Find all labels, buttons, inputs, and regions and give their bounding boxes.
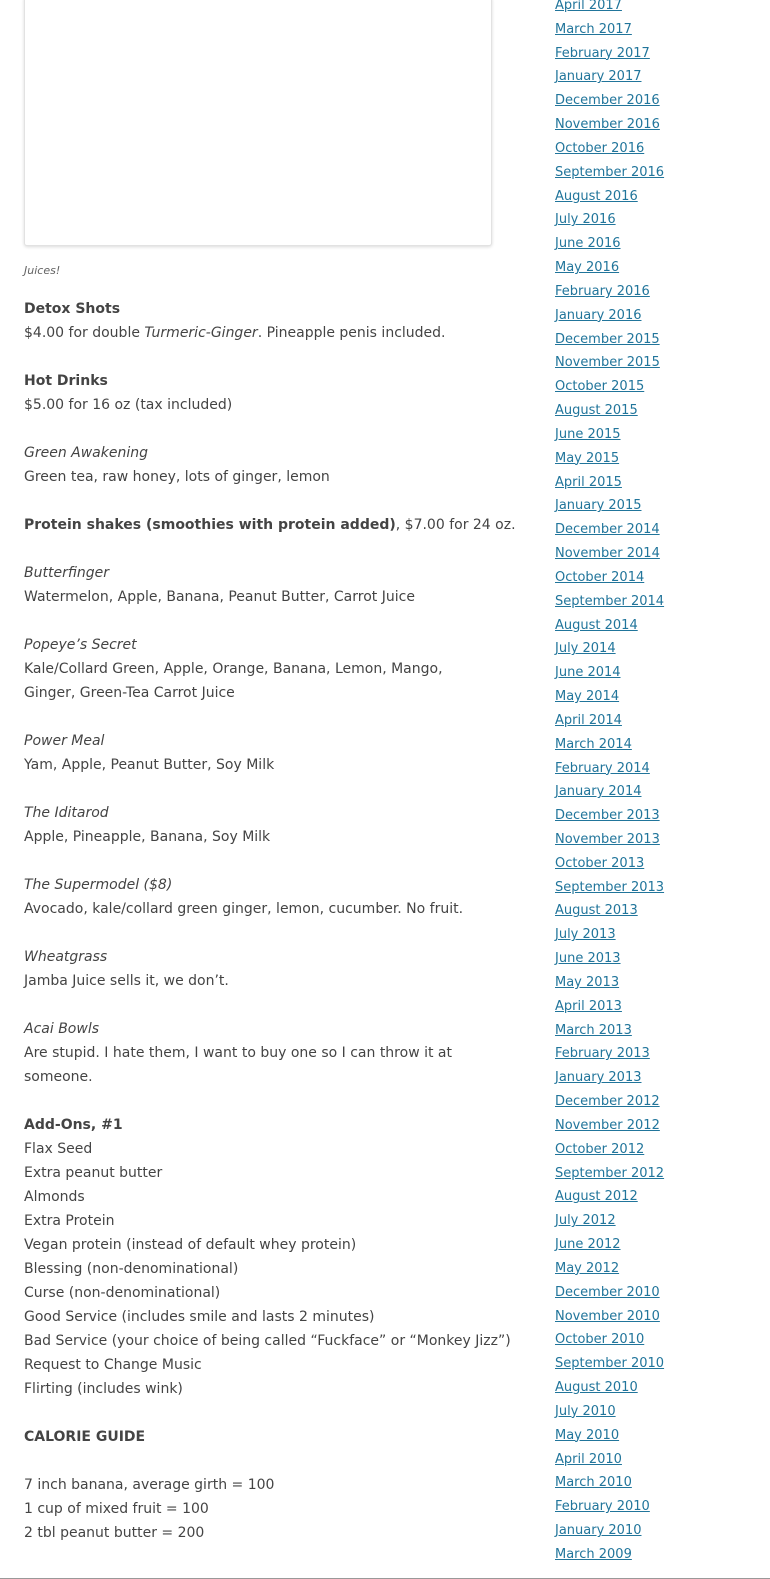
archive-link[interactable]: October 2015 xyxy=(555,379,645,395)
addon-item: Flirting (includes wink) xyxy=(24,1381,183,1397)
item-name: The Iditarod xyxy=(24,805,109,821)
archive-link[interactable]: July 2014 xyxy=(555,641,616,657)
post-content xyxy=(24,297,516,1545)
archive-link[interactable]: April 2010 xyxy=(555,1451,622,1467)
archive-link[interactable]: January 2016 xyxy=(555,307,642,323)
item-desc: Kale/Collard Green, Apple, Orange, Banana, Lemon, Mango, Ginger, Green-Tea Carrot Juice xyxy=(24,661,443,701)
item-desc: Yam, Apple, Peanut Butter, Soy Milk xyxy=(24,757,275,773)
archive-link[interactable]: June 2015 xyxy=(555,426,621,442)
archive-link[interactable]: May 2014 xyxy=(555,689,620,705)
addon-item: Curse (non-denominational) xyxy=(24,1285,221,1301)
archive-link[interactable]: March 2013 xyxy=(555,1022,632,1038)
archive-link[interactable]: February 2014 xyxy=(555,760,650,776)
addon-item: Request to Change Music xyxy=(24,1357,202,1373)
archive-link[interactable]: November 2013 xyxy=(555,831,660,847)
archive-link[interactable]: December 2013 xyxy=(555,808,660,824)
item-name: Green Awakening xyxy=(24,445,149,461)
item-desc: Jamba Juice sells it, we don’t. xyxy=(24,973,229,989)
addon-item: Extra peanut butter xyxy=(24,1165,163,1181)
archive-link[interactable]: December 2016 xyxy=(555,93,660,109)
item-desc: Are stupid. I hate them, I want to buy one so I can throw it at someone. xyxy=(24,1045,452,1085)
item-name: Wheatgrass xyxy=(24,949,108,965)
archive-link[interactable]: April 2013 xyxy=(555,998,622,1014)
archive-link[interactable]: April 2017 xyxy=(555,0,622,13)
addon-item: Almonds xyxy=(24,1189,85,1205)
item-desc: Green tea, raw honey, lots of ginger, lemon xyxy=(24,469,330,485)
archive-link[interactable]: August 2014 xyxy=(555,617,638,633)
archive-link[interactable]: February 2016 xyxy=(555,283,650,299)
archive-link[interactable]: August 2012 xyxy=(555,1189,638,1205)
hot-drinks-heading: Hot Drinks xyxy=(24,373,108,389)
calorie-item: 1 cup of mixed fruit = 100 xyxy=(24,1501,209,1517)
archive-link[interactable]: October 2014 xyxy=(555,569,645,585)
calorie-guide-heading: CALORIE GUIDE xyxy=(24,1429,146,1445)
archive-link[interactable]: January 2010 xyxy=(555,1523,642,1538)
hot-drinks-price: $5.00 for 16 oz (tax included) xyxy=(24,397,233,413)
archive-link[interactable]: May 2016 xyxy=(555,260,620,276)
archive-link[interactable]: September 2013 xyxy=(555,879,665,895)
archive-link[interactable]: May 2015 xyxy=(555,450,620,466)
archive-link[interactable]: October 2010 xyxy=(555,1332,645,1348)
archive-link[interactable]: November 2016 xyxy=(555,117,660,133)
archive-link[interactable]: September 2016 xyxy=(555,164,665,180)
archive-link[interactable]: February 2013 xyxy=(555,1046,650,1062)
addons-heading: Add-Ons, #1 xyxy=(24,1117,123,1133)
archive-link[interactable]: February 2010 xyxy=(555,1499,650,1515)
archive-link[interactable]: April 2014 xyxy=(555,712,622,728)
calorie-item: 2 tbl peanut butter = 200 xyxy=(24,1525,205,1541)
item-desc: Avocado, kale/collard green ginger, lemon, cucumber. No fruit. xyxy=(24,901,464,917)
archive-link[interactable]: March 2017 xyxy=(555,21,632,37)
addon-item: Bad Service (your choice of being called “Fuckface” or “Monkey Jizz”) xyxy=(24,1333,511,1349)
item-name: Power Meal xyxy=(24,733,105,749)
archive-link[interactable]: October 2013 xyxy=(555,855,645,871)
archive-link[interactable]: February 2017 xyxy=(555,45,650,61)
archive-link[interactable]: July 2013 xyxy=(555,927,616,943)
archive-link[interactable]: July 2010 xyxy=(555,1403,616,1419)
addon-item: Good Service (includes smile and lasts 2 minutes) xyxy=(24,1309,375,1325)
archive-link[interactable]: October 2012 xyxy=(555,1141,645,1157)
archive-link[interactable]: September 2014 xyxy=(555,593,665,609)
archive-link[interactable]: March 2009 xyxy=(555,1546,632,1562)
archive-link[interactable]: August 2016 xyxy=(555,188,638,204)
archive-link[interactable]: December 2014 xyxy=(555,522,660,538)
archive-link[interactable]: March 2014 xyxy=(555,736,632,752)
archive-link[interactable]: March 2010 xyxy=(555,1475,632,1491)
archive-link[interactable]: May 2010 xyxy=(555,1427,620,1443)
archive-link[interactable]: April 2015 xyxy=(555,474,622,490)
item-desc: Watermelon, Apple, Banana, Peanut Butter, Carrot Juice xyxy=(24,589,415,605)
item-desc: Apple, Pineapple, Banana, Soy Milk xyxy=(24,829,271,845)
calorie-item: 7 inch banana, average girth = 100 xyxy=(24,1477,275,1493)
addon-item: Blessing (non-denominational) xyxy=(24,1261,239,1277)
item-name: Acai Bowls xyxy=(24,1021,99,1037)
archive-link[interactable]: September 2012 xyxy=(555,1165,665,1181)
archive-link[interactable]: January 2015 xyxy=(555,498,642,514)
archive-link[interactable]: January 2013 xyxy=(555,1070,642,1086)
archive-link[interactable]: January 2014 xyxy=(555,784,642,800)
detox-price: $4.00 for double Turmeric-Ginger. Pineapple penis included. xyxy=(24,325,446,341)
item-name: Popeye’s Secret xyxy=(24,637,137,653)
archive-link[interactable]: July 2016 xyxy=(555,212,616,228)
archive-link[interactable]: May 2012 xyxy=(555,1260,620,1276)
archive-link[interactable]: November 2010 xyxy=(555,1308,660,1324)
archive-link[interactable]: September 2010 xyxy=(555,1356,665,1372)
protein-heading: Protein shakes (smoothies with protein added), $7.00 for 24 oz. xyxy=(24,517,516,533)
archive-link[interactable]: June 2014 xyxy=(555,665,621,681)
archive-link[interactable]: December 2015 xyxy=(555,331,660,347)
archive-link[interactable]: June 2013 xyxy=(555,951,621,967)
archive-link[interactable]: December 2012 xyxy=(555,1094,660,1110)
detox-heading: Detox Shots xyxy=(24,301,121,317)
archive-link[interactable]: August 2015 xyxy=(555,403,638,419)
archive-link[interactable]: August 2010 xyxy=(555,1380,638,1396)
archives-sidebar xyxy=(555,0,755,1567)
archive-link[interactable]: June 2016 xyxy=(555,236,621,252)
archive-link[interactable]: December 2010 xyxy=(555,1284,660,1300)
item-name: Butterfinger xyxy=(24,565,109,581)
addon-item: Vegan protein (instead of default whey protein) xyxy=(24,1237,357,1253)
archive-link[interactable]: June 2012 xyxy=(555,1237,621,1253)
archive-link[interactable]: November 2015 xyxy=(555,355,660,371)
archive-link[interactable]: August 2013 xyxy=(555,903,638,919)
addon-item: Flax Seed xyxy=(24,1141,93,1157)
archive-link[interactable]: October 2016 xyxy=(555,140,645,156)
archive-link[interactable]: May 2013 xyxy=(555,974,620,990)
archive-link[interactable]: November 2014 xyxy=(555,546,660,562)
juice-image-frame xyxy=(24,0,492,246)
addon-item: Extra Protein xyxy=(24,1213,115,1229)
archive-link[interactable]: July 2012 xyxy=(555,1213,616,1229)
archive-link[interactable]: January 2017 xyxy=(555,69,642,85)
image-caption: Juices! xyxy=(24,264,61,277)
item-name: The Supermodel ($8) xyxy=(24,877,173,893)
archive-link[interactable]: November 2012 xyxy=(555,1117,660,1133)
